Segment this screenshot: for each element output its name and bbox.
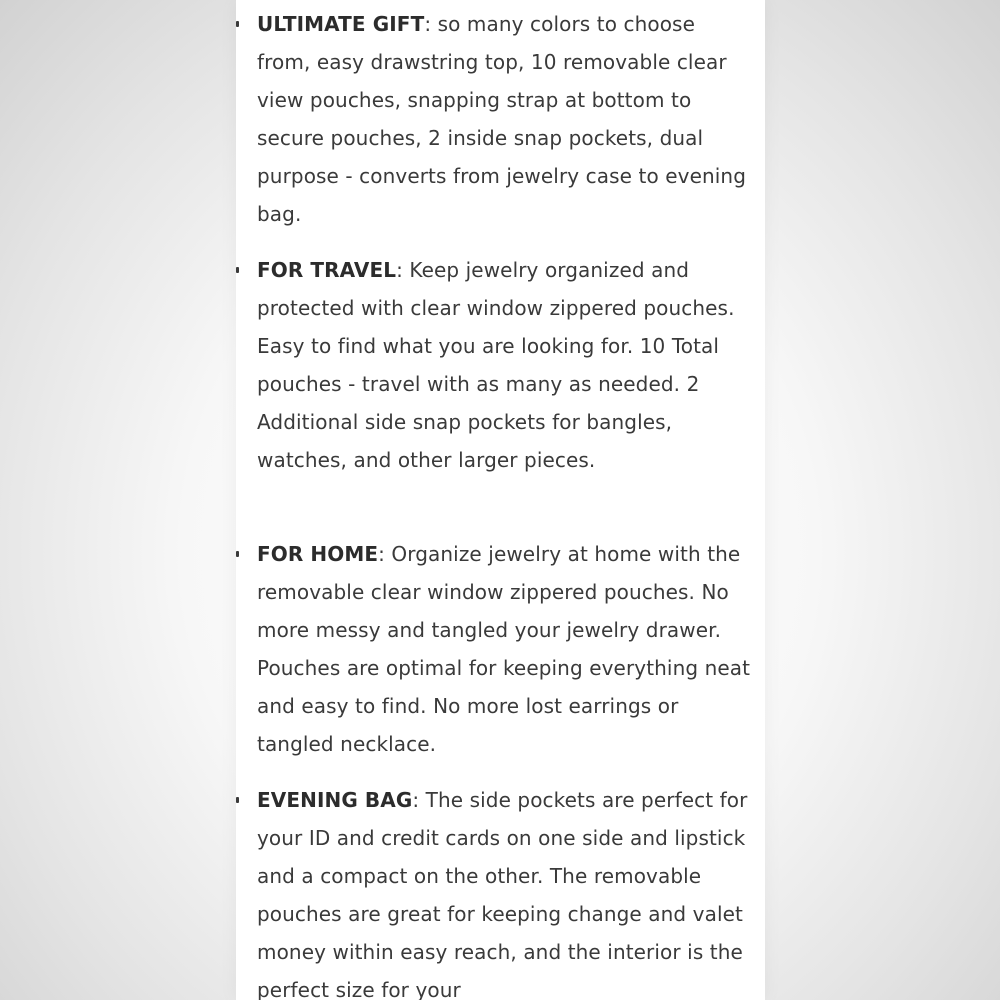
feature-label: FOR TRAVEL — [257, 258, 397, 282]
feature-list — [236, 5, 765, 1000]
product-description-panel — [236, 0, 765, 1000]
bullet-icon — [236, 797, 239, 803]
feature-label: ULTIMATE GIFT — [257, 12, 425, 36]
feature-text: : so many colors to choose from, easy drawstring top, 10 removable clear view pouches, snapping strap at bottom to secure pouches, 2 inside snap pockets, dual purpose - converts from jewelry case to evening bag. — [257, 12, 746, 226]
feature-label: EVENING BAG — [257, 788, 413, 812]
feature-text: : Keep jewelry organized and protected with clear window zippered pouches. Easy to find what you are looking for. 10 Total pouches - travel with as many as needed. 2 Additional side snap pockets for bangles, watches, and other larger pieces. — [257, 258, 735, 472]
feature-item-evening-bag — [236, 781, 765, 1000]
feature-item-for-travel — [236, 251, 765, 479]
bullet-icon — [236, 267, 239, 273]
feature-item-for-home — [236, 535, 765, 763]
bullet-icon — [236, 551, 239, 557]
bullet-icon — [236, 21, 239, 27]
feature-label: FOR HOME — [257, 542, 379, 566]
feature-item-ultimate-gift — [236, 5, 765, 233]
feature-text: : Organize jewelry at home with the removable clear window zippered pouches. No more messy and tangled your jewelry drawer. Pouches are optimal for keeping everything neat and easy to find. No more lost earrings or tangled necklace. — [257, 542, 751, 756]
feature-text: : The side pockets are perfect for your ID and credit cards on one side and lipstick and a compact on the other. The removable pouches are great for keeping change and valet money within easy reach, and the interior is the perfect size for your — [257, 788, 748, 1000]
